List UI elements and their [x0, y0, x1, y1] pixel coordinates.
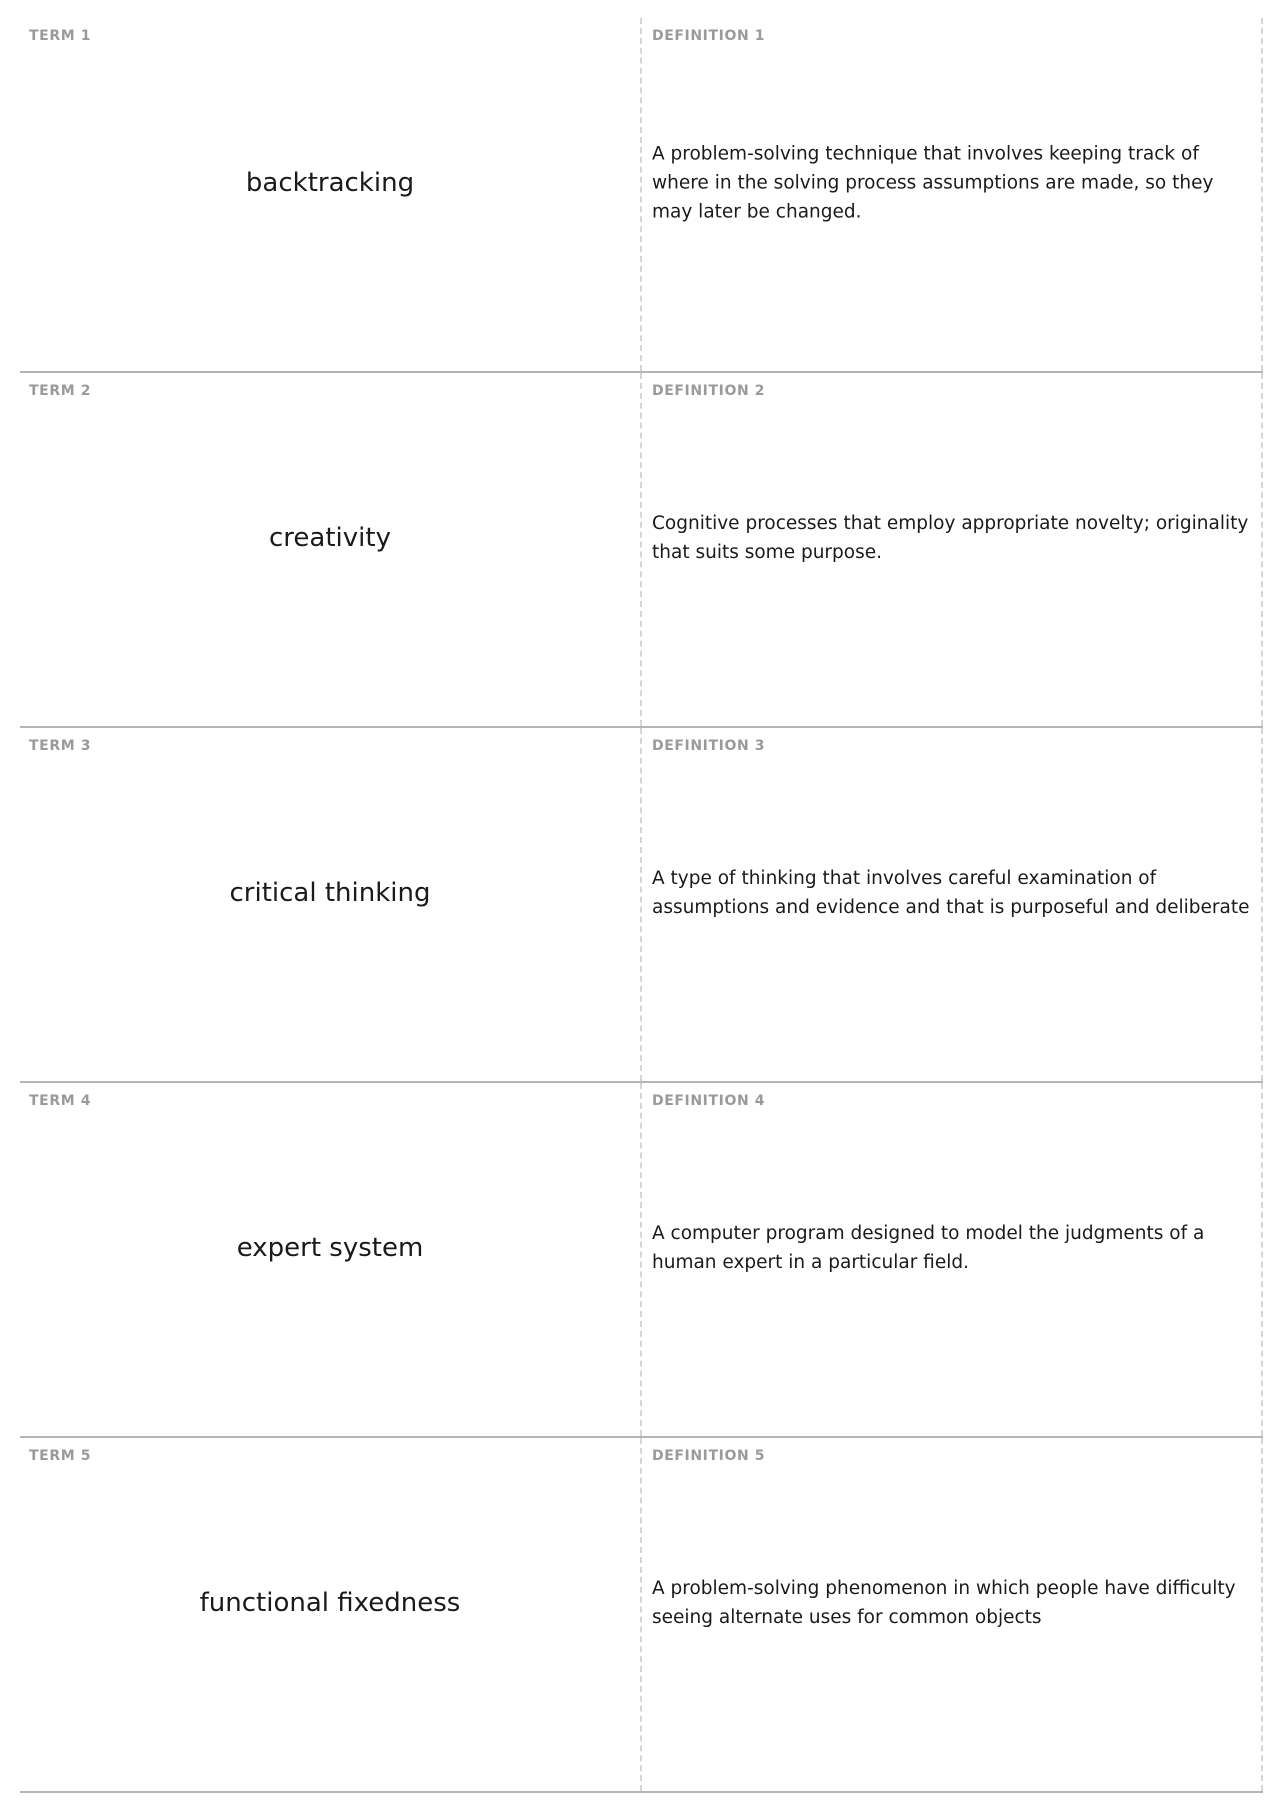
flashcard: [20, 1438, 1263, 1793]
definition-label: DEFINITION 1: [652, 28, 766, 44]
term-cell: [20, 373, 642, 726]
term-text: expert system: [236, 1232, 424, 1263]
definition-label: DEFINITION 3: [652, 738, 766, 754]
definition-label: DEFINITION 2: [652, 383, 766, 399]
term-label: TERM 3: [29, 738, 92, 754]
definition-text: Cognitive processes that employ appropriate novelty; originality that suits some purpose.: [652, 512, 1249, 563]
flashcard-sheet: [20, 18, 1263, 1793]
term-text: functional fixedness: [199, 1587, 461, 1618]
definition-cell: [642, 728, 1263, 1081]
flashcard: [20, 1083, 1263, 1438]
definition-cell: [642, 18, 1263, 371]
definition-cell: [642, 373, 1263, 726]
flashcard: [20, 373, 1263, 728]
term-label: TERM 4: [29, 1093, 92, 1109]
definition-text: A computer program designed to model the judgments of a human expert in a particular field.: [652, 1222, 1205, 1273]
term-label: TERM 1: [29, 28, 92, 44]
flashcard: [20, 18, 1263, 373]
term-cell: [20, 1083, 642, 1436]
definition-text: A type of thinking that involves careful examination of assumptions and evidence and that is purposeful and deliberate: [652, 867, 1250, 918]
term-text: critical thinking: [229, 877, 431, 908]
term-text: backtracking: [245, 167, 415, 198]
definition-text: A problem-solving technique that involves keeping track of where in the solving process assumptions are made, so they may later be changed.: [652, 143, 1214, 222]
term-label: TERM 5: [29, 1448, 92, 1464]
term-cell: [20, 1438, 642, 1791]
definition-cell: [642, 1083, 1263, 1436]
flashcard: [20, 728, 1263, 1083]
definition-label: DEFINITION 4: [652, 1093, 766, 1109]
definition-text: A problem-solving phenomenon in which people have difficulty seeing alternate uses for common objects: [652, 1577, 1236, 1628]
term-label: TERM 2: [29, 383, 92, 399]
definition-label: DEFINITION 5: [652, 1448, 766, 1464]
term-cell: [20, 18, 642, 371]
term-text: creativity: [269, 522, 391, 553]
term-cell: [20, 728, 642, 1081]
definition-cell: [642, 1438, 1263, 1791]
